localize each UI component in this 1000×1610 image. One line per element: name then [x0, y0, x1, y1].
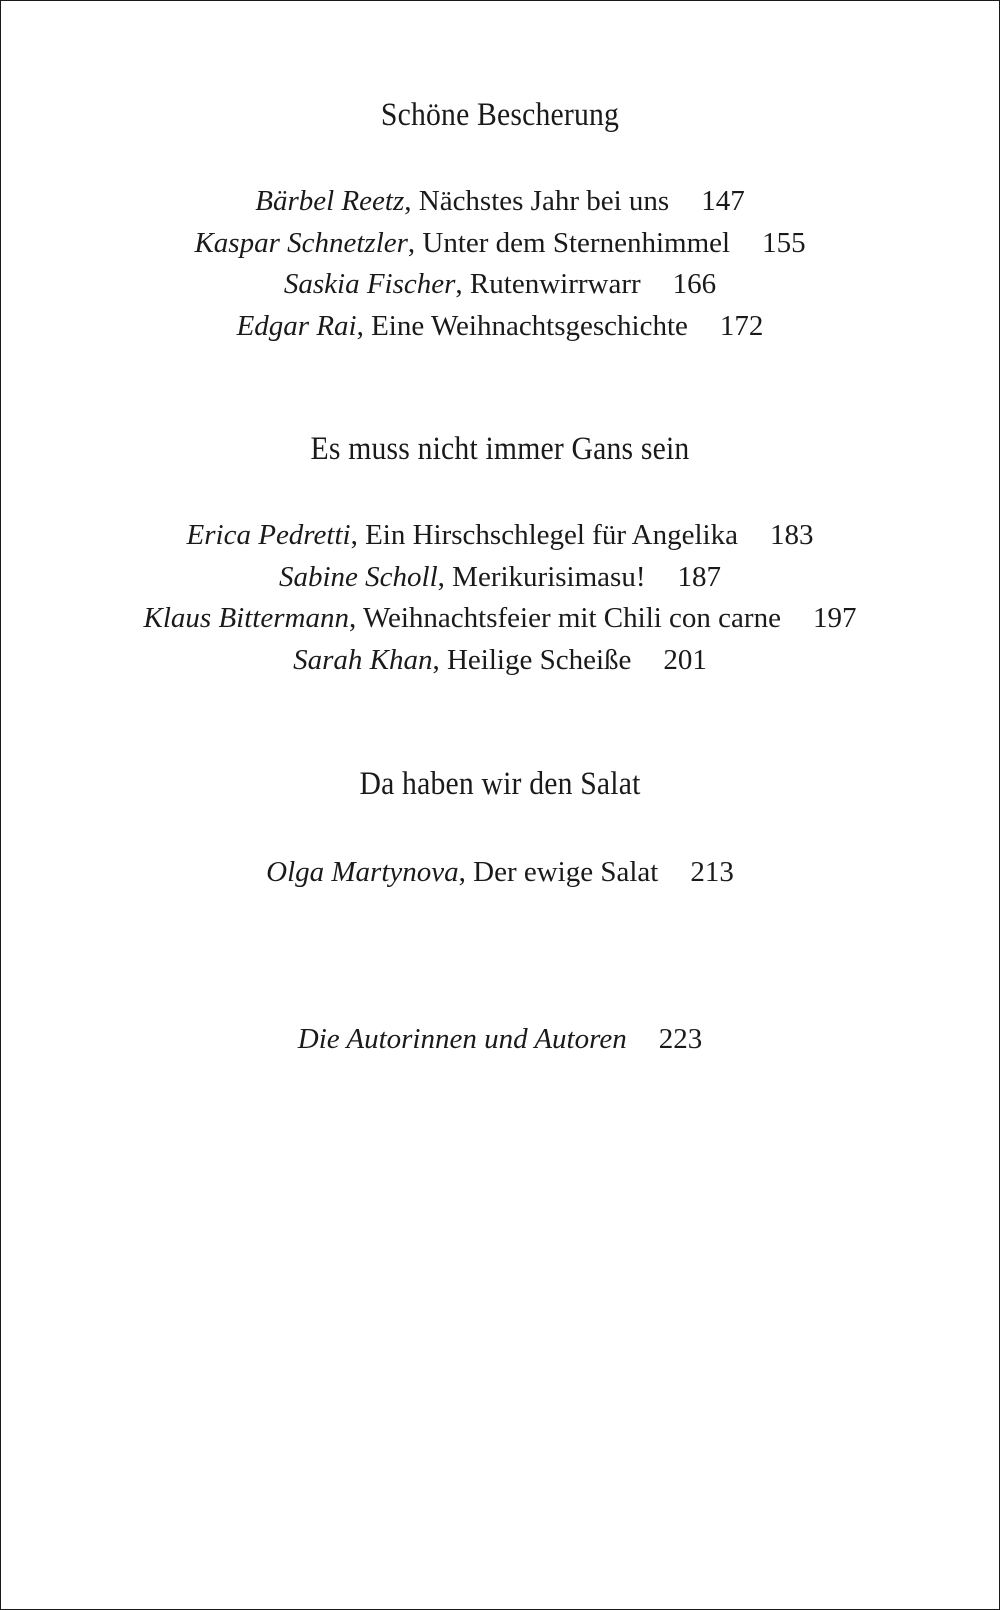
section-title-es-muss-nicht-immer-gans-sein: Es muss nicht immer Gans sein	[310, 431, 690, 467]
toc-appendix-entry	[1, 1019, 999, 1060]
toc-entry: Olga Martynova, Der ewige Salat 213	[1, 852, 999, 894]
entry-title: Ein Hirschschlegel für Angelika	[365, 519, 738, 551]
entry-title: Der ewige Salat	[473, 856, 659, 888]
entry-page-number: 197	[812, 602, 857, 634]
section-title-da-haben-wir-den-salat: Da haben wir den Salat	[359, 766, 641, 802]
entry-author: Saskia Fischer	[283, 268, 456, 300]
section-entries-es-muss-nicht-immer-gans-sein	[1, 515, 999, 681]
entry-page-number: 187	[677, 560, 721, 593]
toc-entry: Sarah Khan, Heilige Scheiße 201	[1, 640, 999, 682]
toc-entry: Edgar Rai, Eine Weihnachtsgeschichte 172	[1, 306, 999, 348]
entry-page-number: 172	[719, 309, 764, 342]
entry-page-number: 166	[672, 268, 717, 300]
entry-author: Olga Martynova	[266, 856, 459, 888]
entry-author: Edgar Rai	[236, 309, 357, 342]
section-title-schoene-bescherung: Schöne Bescherung	[380, 97, 620, 133]
entry-title: Nächstes Jahr bei uns	[418, 185, 670, 217]
entry-title: Merikurisimasu!	[452, 560, 646, 593]
entry-title: Eine Weihnachtsgeschichte	[371, 309, 688, 342]
entry-author: Klaus Bittermann	[143, 602, 349, 634]
toc-entry: Bärbel Reetz, Nächstes Jahr bei uns 147	[1, 181, 999, 223]
entry-page-number: 155	[762, 226, 806, 259]
entry-page-number: 183	[769, 519, 814, 551]
entry-title: Rutenwirrwarr	[469, 268, 641, 300]
entry-author: Sabine Scholl	[279, 560, 438, 593]
entry-author: Bärbel Reetz	[255, 185, 405, 217]
entry-title: Heilige Scheiße	[446, 643, 632, 676]
entry-author: Kaspar Schnetzler	[194, 226, 408, 259]
toc-entry: Klaus Bittermann, Weihnachtsfeier mit Chili con carne 197	[1, 598, 999, 640]
toc-entry: Saskia Fischer, Rutenwirrwarr 166	[1, 264, 999, 306]
section-entries-schoene-bescherung	[1, 181, 999, 347]
entry-author: Sarah Khan	[293, 643, 433, 676]
entry-title: Unter dem Sternenhimmel	[422, 226, 731, 259]
toc-entry: Erica Pedretti, Ein Hirschschlegel für Angelika 183	[1, 515, 999, 557]
appendix-label: Die Autorinnen und Autoren	[297, 1023, 627, 1055]
entry-author: Erica Pedretti	[186, 519, 351, 551]
entry-page-number: 213	[690, 856, 734, 888]
toc-entry: Kaspar Schnetzler, Unter dem Sternenhimmel 155	[1, 223, 999, 265]
entry-page-number: 201	[663, 643, 707, 676]
entry-page-number: 147	[701, 185, 745, 217]
toc-entry: Sabine Scholl, Merikurisimasu! 187	[1, 557, 999, 599]
appendix-page-number: 223	[658, 1023, 703, 1055]
section-entries-da-haben-wir-den-salat	[1, 852, 999, 894]
entry-title: Weihnachtsfeier mit Chili con carne	[362, 602, 781, 634]
